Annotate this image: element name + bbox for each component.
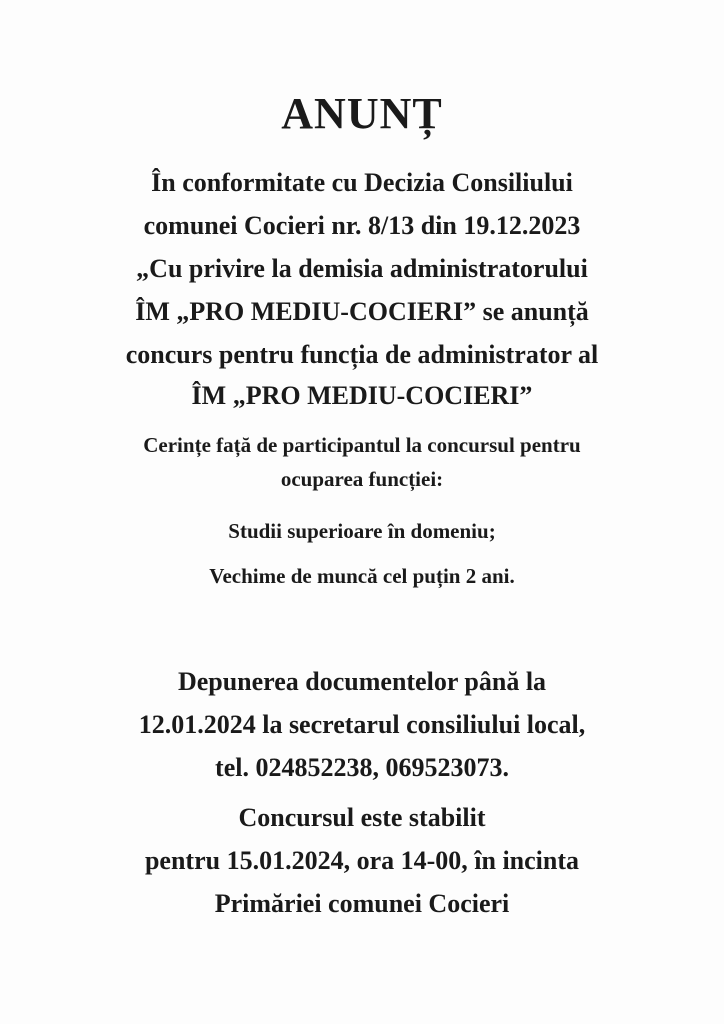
- intro-line: concurs pentru funcția de administrator al: [125, 340, 599, 369]
- intro-line: ÎM „PRO MEDIU-COCIERI” se anunță: [135, 297, 589, 326]
- contest-line: Concursul este stabilit: [238, 803, 486, 832]
- notice-title: ANUNȚ: [281, 89, 443, 138]
- intro-line: ÎM „PRO MEDIU-COCIERI”: [191, 381, 533, 410]
- contest-line: pentru 15.01.2024, ora 14-00, în incinta: [144, 846, 580, 875]
- intro-line: comunei Cocieri nr. 8/13 din 19.12.2023: [143, 211, 581, 240]
- requirements-heading-line: Cerințe față de participantul la concursul pentru: [143, 433, 581, 457]
- contest-line: Primăriei comunei Cocieri: [214, 889, 510, 918]
- requirement-item: Studii superioare în domeniu;: [228, 519, 496, 543]
- submission-line: 12.01.2024 la secretarul consiliului local,: [138, 710, 586, 739]
- submission-line: Depunerea documentelor până la: [177, 667, 547, 696]
- intro-line: În conformitate cu Decizia Consiliului: [151, 168, 573, 197]
- requirement-item: Vechime de muncă cel puțin 2 ani.: [209, 564, 515, 588]
- requirements-heading-line: ocuparea funcției:: [280, 467, 444, 491]
- submission-line: tel. 024852238, 069523073.: [215, 753, 509, 782]
- intro-line: „Cu privire la demisia administratorului: [136, 254, 588, 283]
